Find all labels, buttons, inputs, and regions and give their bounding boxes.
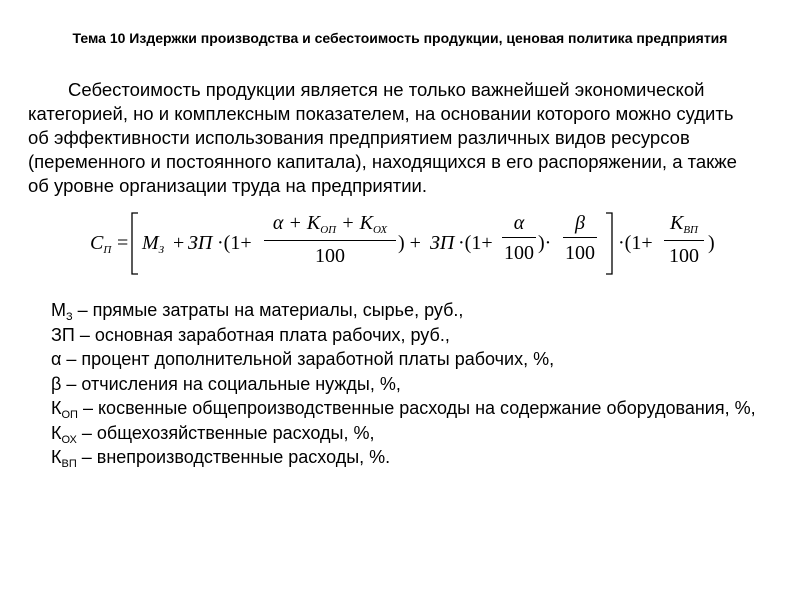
formula-equals: = (117, 232, 129, 254)
fraction-2-bar (502, 237, 536, 238)
formula-zp: ЗП (188, 232, 213, 254)
fraction-3-numerator: β (575, 212, 585, 234)
formula-after-bracket: ·(1+ (618, 232, 653, 254)
fraction-1 (264, 213, 396, 266)
fraction-4-numerator: $K_{ВП}$ (669, 212, 698, 236)
formula-open-1: ·(1+ (217, 232, 252, 254)
left-square-bracket (132, 213, 138, 274)
fraction-1-denominator: 100 (315, 245, 345, 267)
fraction-2 (502, 213, 536, 263)
formula-final-close: ) (708, 232, 715, 254)
legend-list (8, 298, 768, 470)
formula-close-dot: )· (538, 232, 552, 254)
formula-lhs: $C_П$ (90, 232, 112, 256)
right-square-bracket (606, 213, 612, 274)
fraction-1-bar (264, 240, 396, 241)
legend-item: ЗП – основная заработная плата рабочих, руб., (51, 324, 450, 345)
formula-close-plus: ) + (398, 232, 421, 254)
formula-plus: + (173, 232, 185, 254)
cost-formula (80, 210, 730, 280)
fraction-3 (563, 213, 597, 263)
fraction-3-bar (563, 237, 597, 238)
fraction-4 (664, 213, 704, 266)
legend-item: $К_{ОХ}$ – общехозяйственные расходы, %, (51, 422, 375, 446)
formula-zp-2: ЗП (430, 232, 455, 254)
legend-item: $К_{ВП}$ – внепроизводственные расходы, %. (51, 447, 391, 470)
legend-item: β – отчисления на социальные нужды, %, (51, 373, 401, 394)
fraction-2-denominator: 100 (504, 242, 534, 264)
formula-materials: $M_З$ (142, 232, 165, 256)
fraction-2-numerator: α (513, 212, 525, 234)
legend-item: $К_{ОП}$ – косвенные общепроизводственные расходы на содержание оборудования, %, (51, 398, 756, 421)
fraction-4-bar (664, 240, 704, 241)
slide-title: Тема 10 Издержки производства и себестоимость продукции, ценовая политика предприятия (72, 30, 728, 46)
fraction-1-numerator: $\alpha + K_{ОП} + K_{ОХ}$ (272, 212, 388, 236)
legend-item: $М_З$ – прямые затраты на материалы, сырье, руб., (51, 300, 464, 323)
legend-item: α – процент дополнительной заработной платы рабочих, %, (51, 349, 555, 369)
fraction-4-denominator: 100 (669, 245, 699, 267)
formula-open-2: ·(1+ (458, 232, 493, 254)
fraction-3-denominator: 100 (565, 242, 595, 264)
intro-paragraph: Себестоимость продукции является не только важнейшей экономической категорией, но и комплексным показателем, на основании которого можно судить об эффективности использования предприятием различных видов ресурсов (переменного и постоянного капитала), находящихся в его распоряжении, а также об уровне организации труда на предприятии. (28, 79, 737, 196)
